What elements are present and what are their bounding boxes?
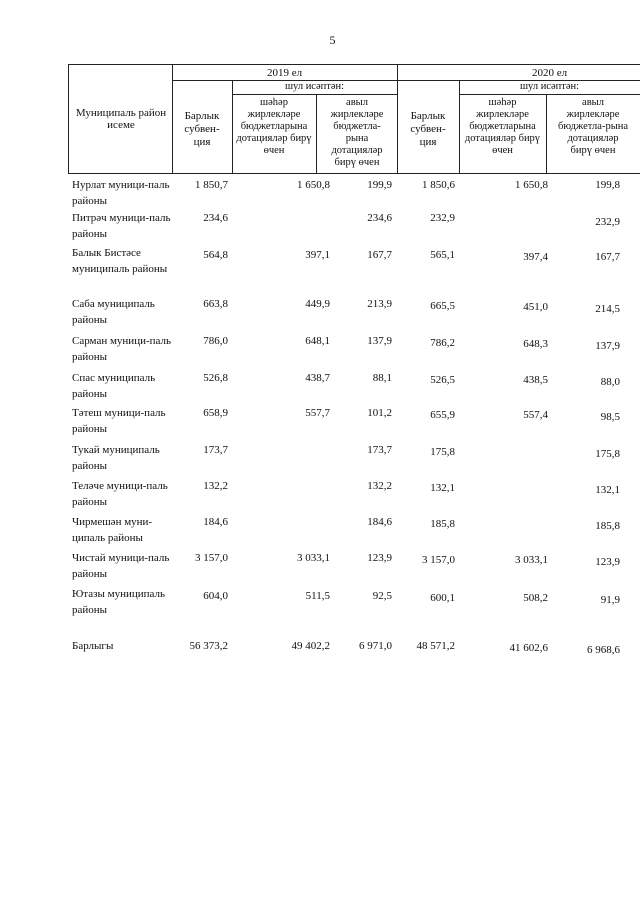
cell-2020-urban: 41 602,6 xyxy=(509,642,548,654)
cell-2019-urban: 648,1 xyxy=(305,335,330,347)
cell-2019-urban: 49 402,2 xyxy=(291,640,330,652)
cell-2019-urban: 449,9 xyxy=(305,298,330,310)
cell-2019-rural: 101,2 xyxy=(367,407,392,419)
cell-2020-total: 665,5 xyxy=(430,300,455,312)
cell-2020-total: 185,8 xyxy=(430,518,455,530)
cell-2020-rural: 175,8 xyxy=(595,448,620,460)
vline-name-right xyxy=(172,64,173,174)
cell-2020-rural: 199,8 xyxy=(595,179,620,191)
cell-2020-total: 600,1 xyxy=(430,592,455,604)
cell-2019-rural: 199,9 xyxy=(367,179,392,191)
row-name: Спас муниципаль районы xyxy=(72,372,156,400)
cell-2020-urban: 438,5 xyxy=(523,374,548,386)
cell-2019-rural: 167,7 xyxy=(367,249,392,261)
cell-2019-rural: 123,9 xyxy=(367,552,392,564)
cell-2020-rural: 167,7 xyxy=(595,251,620,263)
header-year-2019: 2019 ел xyxy=(266,67,303,79)
cell-2019-urban: 3 033,1 xyxy=(297,552,330,564)
cell-2019-rural: 137,9 xyxy=(367,335,392,347)
vline-2019-total xyxy=(232,80,233,174)
header-bottom-border xyxy=(68,173,640,174)
cell-2020-urban: 508,2 xyxy=(523,592,548,604)
including-row-divider-2019 xyxy=(232,94,397,95)
cell-2019-total: 56 373,2 xyxy=(189,640,228,652)
cell-2019-total: 173,7 xyxy=(203,444,228,456)
cell-2019-urban: 438,7 xyxy=(305,372,330,384)
vline-2019-urban xyxy=(316,94,317,174)
header-municipal-name: Муниципаль район исеме xyxy=(75,107,167,131)
header-total-2020: Барлык субвен-ция xyxy=(410,110,446,148)
cell-2019-urban: 511,5 xyxy=(305,590,330,602)
row-name: Теләче муници-паль районы xyxy=(72,480,168,508)
cell-2020-total: 3 157,0 xyxy=(422,554,455,566)
cell-2020-rural: 232,9 xyxy=(595,216,620,228)
cell-2020-total: 48 571,2 xyxy=(416,640,455,652)
cell-2020-total: 565,1 xyxy=(430,249,455,261)
including-row-divider-2020 xyxy=(459,94,640,95)
cell-2020-total: 232,9 xyxy=(430,212,455,224)
cell-2019-rural: 132,2 xyxy=(367,480,392,492)
cell-2020-rural: 6 968,6 xyxy=(587,644,620,656)
row-name: Барлыгы xyxy=(72,640,114,652)
cell-2020-urban: 451,0 xyxy=(523,301,548,313)
row-name: Питрәч муници-паль районы xyxy=(72,212,171,240)
cell-2019-total: 526,8 xyxy=(203,372,228,384)
header-year-2020: 2020 ел xyxy=(531,67,568,79)
cell-2019-total: 234,6 xyxy=(203,212,228,224)
vline-left xyxy=(68,64,69,174)
cell-2019-urban: 557,7 xyxy=(305,407,330,419)
cell-2020-rural: 132,1 xyxy=(595,484,620,496)
cell-2019-total: 658,9 xyxy=(203,407,228,419)
cell-2019-total: 564,8 xyxy=(203,249,228,261)
row-name: Балык Бистәсе муниципаль районы xyxy=(72,247,168,275)
cell-2020-total: 1 850,6 xyxy=(422,179,455,191)
cell-2019-rural: 234,6 xyxy=(367,212,392,224)
header-rural-2020: авыл жирлекләре бюджетла-рына дотацияләр бирү өчен xyxy=(557,97,629,156)
cell-2019-total: 3 157,0 xyxy=(195,552,228,564)
vline-2020-total xyxy=(459,80,460,174)
row-name: Нурлат муници-паль районы xyxy=(72,179,170,207)
cell-2020-urban: 3 033,1 xyxy=(515,554,548,566)
cell-2020-total: 786,2 xyxy=(430,337,455,349)
row-name: Ютазы муниципаль районы xyxy=(72,588,165,616)
cell-2020-urban: 397,4 xyxy=(523,251,548,263)
row-name: Саба муниципаль районы xyxy=(72,298,155,326)
row-name: Чирмешән муни-ципаль районы xyxy=(72,516,153,544)
cell-2019-rural: 92,5 xyxy=(372,590,392,602)
row-name: Чистай муници-паль районы xyxy=(72,552,170,580)
header-urban-2019: шәһәр жирлекләре бюджетларына дотацияләр бирү өчен xyxy=(236,97,312,156)
header-rural-2019: авыл жирлекләре бюджетла-рына дотацияләр бирү өчен xyxy=(330,97,384,168)
cell-2019-urban: 397,1 xyxy=(305,249,330,261)
vline-2020-urban xyxy=(546,94,547,174)
cell-2019-total: 604,0 xyxy=(203,590,228,602)
cell-2020-total: 655,9 xyxy=(430,409,455,421)
row-name: Тукай муниципаль районы xyxy=(72,444,160,472)
cell-2020-urban: 1 650,8 xyxy=(515,179,548,191)
cell-2020-urban: 648,3 xyxy=(523,338,548,350)
header-including-2019: шул исәптән: xyxy=(284,81,345,92)
header-urban-2020: шәһәр жирлекләре бюджетларына дотацияләр бирү өчен xyxy=(464,97,541,156)
cell-2019-rural: 173,7 xyxy=(367,444,392,456)
row-name: Тәтеш муници-паль районы xyxy=(72,407,166,435)
row-name: Сарман муници-паль районы xyxy=(72,335,171,363)
cell-2019-rural: 6 971,0 xyxy=(359,640,392,652)
cell-2020-rural: 185,8 xyxy=(595,520,620,532)
cell-2019-total: 1 850,7 xyxy=(195,179,228,191)
page-number: 5 xyxy=(329,33,336,47)
cell-2019-rural: 184,6 xyxy=(367,516,392,528)
cell-2020-urban: 557,4 xyxy=(523,409,548,421)
header-total-2019: Барлык субвен-ция xyxy=(184,110,220,148)
cell-2020-rural: 137,9 xyxy=(595,340,620,352)
table-top-border xyxy=(68,64,640,65)
cell-2020-total: 175,8 xyxy=(430,446,455,458)
cell-2019-rural: 213,9 xyxy=(367,298,392,310)
cell-2019-total: 786,0 xyxy=(203,335,228,347)
cell-2019-urban: 1 650,8 xyxy=(297,179,330,191)
cell-2020-rural: 88,0 xyxy=(600,376,620,388)
cell-2020-total: 132,1 xyxy=(430,482,455,494)
cell-2020-rural: 98,5 xyxy=(600,411,620,423)
header-including-2020: шул исәптән: xyxy=(519,81,580,92)
cell-2019-total: 663,8 xyxy=(203,298,228,310)
cell-2020-total: 526,5 xyxy=(430,374,455,386)
vline-2019-end xyxy=(397,64,398,174)
cell-2020-rural: 91,9 xyxy=(600,594,620,606)
cell-2019-total: 184,6 xyxy=(203,516,228,528)
cell-2020-rural: 214,5 xyxy=(595,303,620,315)
cell-2020-rural: 123,9 xyxy=(595,556,620,568)
cell-2019-rural: 88,1 xyxy=(372,372,392,384)
cell-2019-total: 132,2 xyxy=(203,480,228,492)
